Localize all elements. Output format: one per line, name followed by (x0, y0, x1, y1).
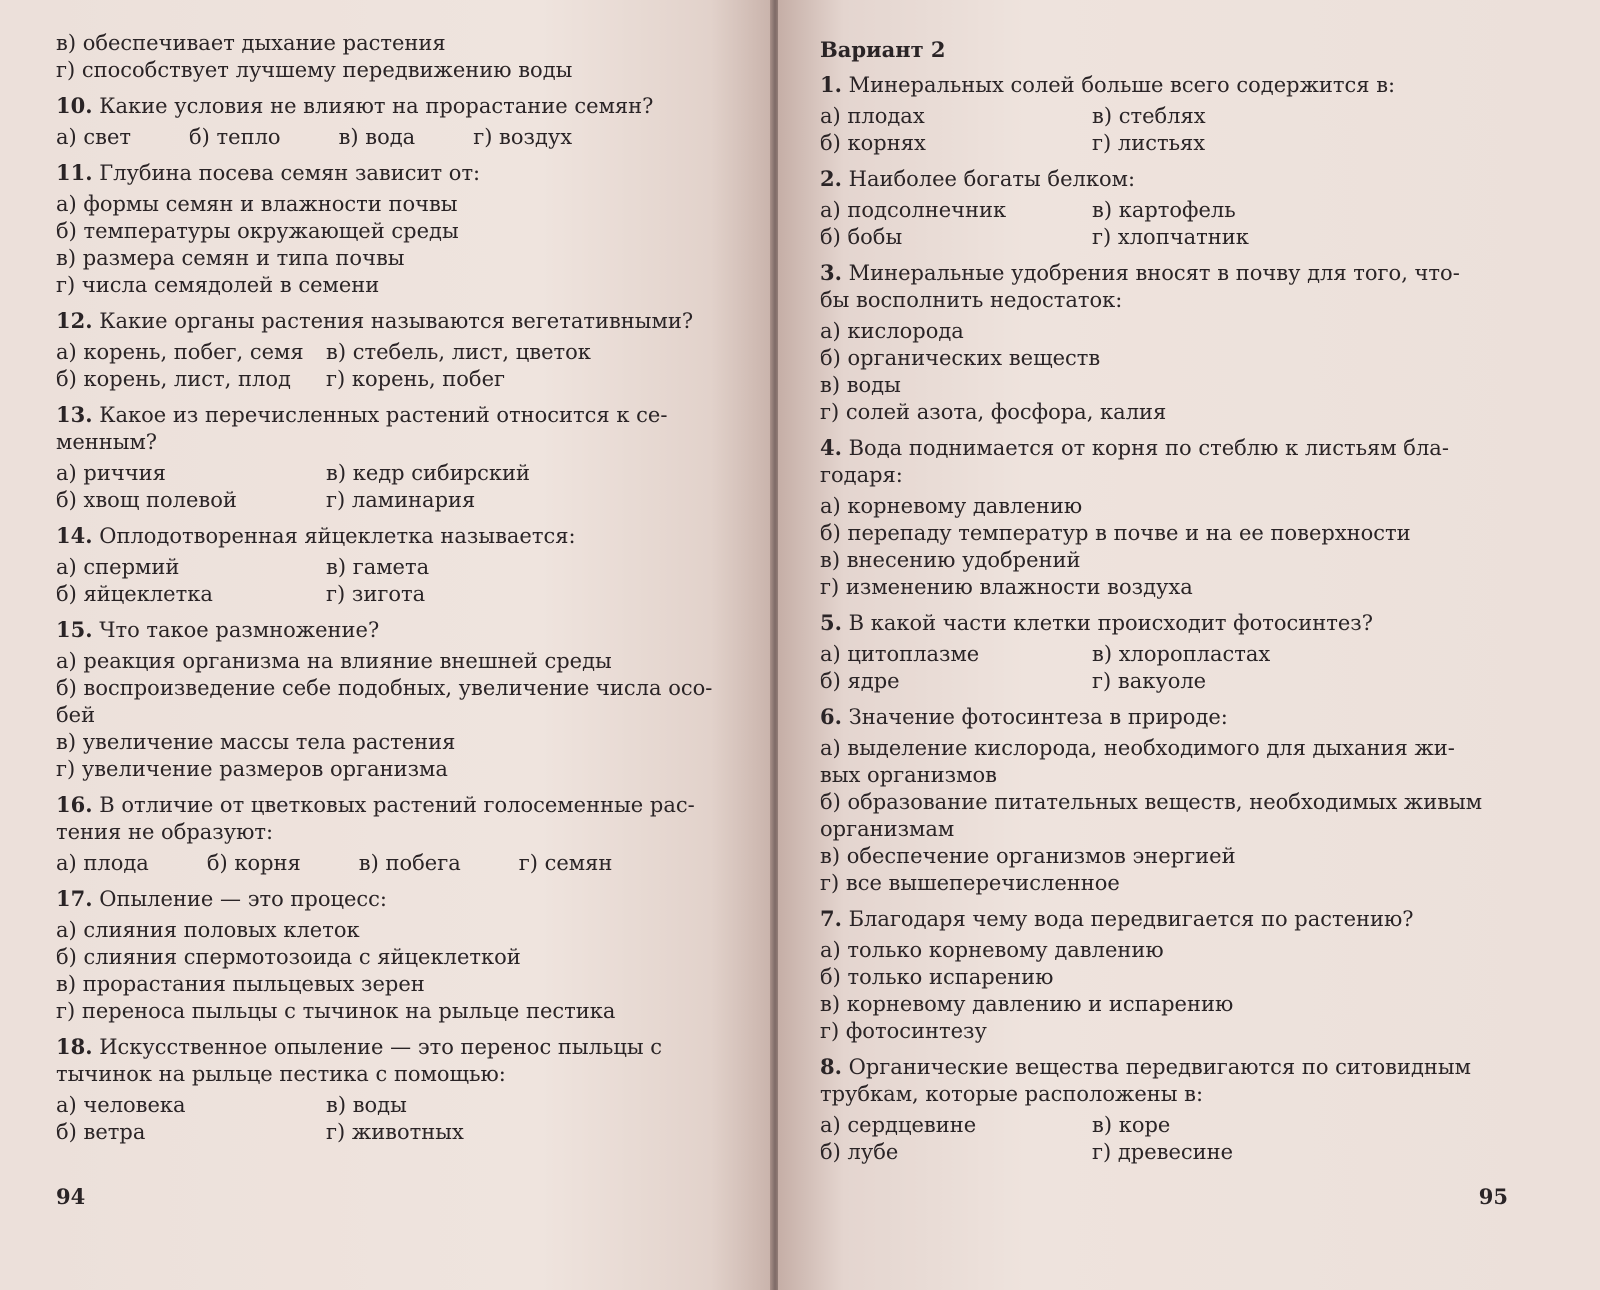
option: а) выделение кислорода, необходимого для дыхания жи- (820, 736, 1455, 760)
question-14 (56, 522, 732, 608)
option: а) только корневому давлению (820, 938, 1164, 962)
answer-options (820, 641, 1510, 695)
option: б) образование питательных веществ, необходимых живым (820, 790, 1483, 814)
option: в) стеблях (1092, 104, 1206, 128)
option: г) хлопчатник (1092, 225, 1249, 249)
answer-options (56, 124, 732, 151)
question-text: менным? (56, 430, 158, 454)
variant-heading: Вариант 2 (820, 37, 946, 62)
option: а) цитоплазме (820, 642, 980, 666)
option: б) перепаду температур в почве и на ее поверхности (820, 521, 1411, 545)
question-4 (820, 434, 1510, 601)
question-number: 3. (820, 260, 842, 285)
option: б) воспроизведение себе подобных, увеличение числа осо- (56, 676, 713, 700)
option: г) листьях (1092, 131, 1206, 155)
option: г) переноса пыльцы с тычинок на рыльце пестика (56, 999, 616, 1023)
question-number: 10. (56, 93, 93, 118)
option: а) спермий (56, 555, 180, 579)
option: г) солей азота, фосфора, калия (820, 400, 1167, 424)
question-number: 7. (820, 906, 842, 931)
question-number: 13. (56, 402, 93, 427)
continuation-line: в) обеспечивает дыхание растения (56, 31, 446, 55)
option: организмам (820, 817, 955, 841)
option: г) животных (326, 1120, 464, 1144)
option: б) ядре (820, 669, 900, 693)
question-2 (820, 165, 1510, 251)
option: а) риччия (56, 461, 166, 485)
question-text: Опыление — это процесс: (99, 887, 388, 911)
question-text: Органические вещества передвигаются по ситовидным (848, 1055, 1471, 1079)
question-8 (820, 1053, 1510, 1166)
option: г) ламинария (326, 488, 476, 512)
option: а) человека (56, 1093, 186, 1117)
option: а) слияния половых клеток (56, 918, 360, 942)
option: в) кедр сибирский (326, 461, 531, 485)
option: б) только испарению (820, 965, 1054, 989)
question-text: Оплодотворенная яйцеклетка называется: (99, 524, 576, 548)
question-number: 11. (56, 160, 93, 185)
question-11 (56, 159, 732, 299)
option: вых организмов (820, 763, 997, 787)
option: б) лубе (820, 1140, 899, 1164)
question-text: Значение фотосинтеза в природе: (848, 705, 1228, 729)
question-text: Какие органы растения называются вегетативными? (99, 309, 694, 333)
option: в) побега (358, 851, 461, 875)
question-text: бы восполнить недостаток: (820, 288, 1123, 312)
question-number: 6. (820, 704, 842, 729)
option: бей (56, 703, 96, 727)
answer-options (56, 917, 732, 1025)
question-number: 14. (56, 523, 93, 548)
answer-options (56, 339, 732, 393)
option: в) картофель (1092, 198, 1236, 222)
question-13 (56, 401, 732, 514)
option: в) размера семян и типа почвы (56, 246, 405, 270)
option: в) воды (820, 373, 901, 397)
answer-options (820, 735, 1510, 897)
question-number: 15. (56, 617, 93, 642)
page-number: 94 (56, 1184, 86, 1209)
right-page (778, 0, 1600, 1290)
option: в) стебель, лист, цветок (326, 340, 591, 364)
option: в) корневому давлению и испарению (820, 992, 1234, 1016)
option: в) воды (326, 1093, 407, 1117)
option: в) вода (338, 125, 416, 149)
question-1 (820, 71, 1510, 157)
question-text: Глубина посева семян зависит от: (99, 161, 481, 185)
option: в) внесению удобрений (820, 548, 1081, 572)
option: г) зигота (326, 582, 426, 606)
question-6 (820, 703, 1510, 897)
option: г) все вышеперечисленное (820, 871, 1120, 895)
question-text: Что такое размножение? (99, 618, 380, 642)
question-text: Минеральные удобрения вносят в почву для того, что- (848, 261, 1460, 285)
page-number: 95 (1478, 1184, 1508, 1209)
option: а) плода (56, 851, 149, 875)
answer-options (56, 460, 732, 514)
answer-options (820, 937, 1510, 1045)
option: г) числа семядолей в семени (56, 273, 380, 297)
option: в) обеспечение организмов энергией (820, 844, 1236, 868)
option: б) корня (206, 851, 301, 875)
answer-options (820, 103, 1510, 157)
option: б) хвощ полевой (56, 488, 237, 512)
answer-options (56, 648, 732, 783)
option: б) корень, лист, плод (56, 367, 291, 391)
question-text: трубкам, которые расположены в: (820, 1082, 1204, 1106)
option: г) изменению влажности воздуха (820, 575, 1193, 599)
option: в) прорастания пыльцевых зерен (56, 972, 425, 996)
question-7 (820, 905, 1510, 1045)
question-12 (56, 307, 732, 393)
question-number: 1. (820, 72, 842, 97)
option: г) древесине (1092, 1140, 1234, 1164)
option: в) увеличение массы тела растения (56, 730, 456, 754)
option: б) слияния спермотозоида с яйцеклеткой (56, 945, 521, 969)
question-number: 12. (56, 308, 93, 333)
option: а) кислорода (820, 319, 964, 343)
option: а) корень, побег, семя (56, 340, 304, 364)
option: а) формы семян и влажности почвы (56, 192, 458, 216)
answer-options (56, 1092, 732, 1146)
question-text: Вода поднимается от корня по стеблю к листьям бла- (848, 436, 1449, 460)
question-15 (56, 616, 732, 783)
option: г) корень, побег (326, 367, 506, 391)
option: а) корневому давлению (820, 494, 1083, 518)
question-text: В отличие от цветковых растений голосеменные рас- (99, 793, 695, 817)
question-16 (56, 791, 732, 877)
question-text: Искусственное опыление — это перенос пыльцы с (99, 1035, 663, 1059)
continuation-line: г) способствует лучшему передвижению воды (56, 58, 573, 82)
question-text: Минеральных солей больше всего содержится в: (848, 73, 1396, 97)
question-number: 18. (56, 1034, 93, 1059)
option: г) семян (518, 851, 613, 875)
option: а) плодах (820, 104, 925, 128)
question-text: Какое из перечисленных растений относится к се- (99, 403, 668, 427)
option: б) бобы (820, 225, 903, 249)
question-10 (56, 92, 732, 151)
question-5 (820, 609, 1510, 695)
answer-options (820, 318, 1510, 426)
question-text: Благодаря чему вода передвигается по растению? (848, 907, 1414, 931)
question-text: Наиболее богаты белком: (848, 167, 1136, 191)
question-number: 16. (56, 792, 93, 817)
option: в) коре (1092, 1113, 1171, 1137)
question-text: Какие условия не влияют на прорастание семян? (99, 94, 654, 118)
question-number: 17. (56, 886, 93, 911)
question-number: 4. (820, 435, 842, 460)
answer-options (56, 850, 732, 877)
question-number: 5. (820, 610, 842, 635)
question-18 (56, 1033, 732, 1146)
question-text: тычинок на рыльце пестика с помощью: (56, 1062, 506, 1086)
answer-options (820, 197, 1510, 251)
question-text: В какой части клетки происходит фотосинтез? (848, 611, 1373, 635)
option: а) сердцевине (820, 1113, 977, 1137)
answer-options (56, 191, 732, 299)
option: а) свет (56, 125, 132, 149)
option: б) ветра (56, 1120, 146, 1144)
question-text: годаря: (820, 463, 903, 487)
question-number: 2. (820, 166, 842, 191)
question-text: тения не образуют: (56, 820, 274, 844)
option: г) воздух (473, 125, 573, 149)
question-3 (820, 259, 1510, 426)
option: б) температуры окружающей среды (56, 219, 459, 243)
option: г) фотосинтезу (820, 1019, 987, 1043)
option: а) реакция организма на влияние внешней среды (56, 649, 612, 673)
option: а) подсолнечник (820, 198, 1007, 222)
option: в) гамета (326, 555, 430, 579)
option: г) вакуоле (1092, 669, 1207, 693)
option: б) яйцеклетка (56, 582, 213, 606)
option: б) тепло (189, 125, 281, 149)
option: г) увеличение размеров организма (56, 757, 448, 781)
option: в) хлоропластах (1092, 642, 1271, 666)
left-page (0, 0, 772, 1290)
question-number: 8. (820, 1054, 842, 1079)
option: б) корнях (820, 131, 926, 155)
answer-options (56, 554, 732, 608)
option: б) органических веществ (820, 346, 1101, 370)
question-17 (56, 885, 732, 1025)
answer-options (820, 1112, 1510, 1166)
answer-options (820, 493, 1510, 601)
